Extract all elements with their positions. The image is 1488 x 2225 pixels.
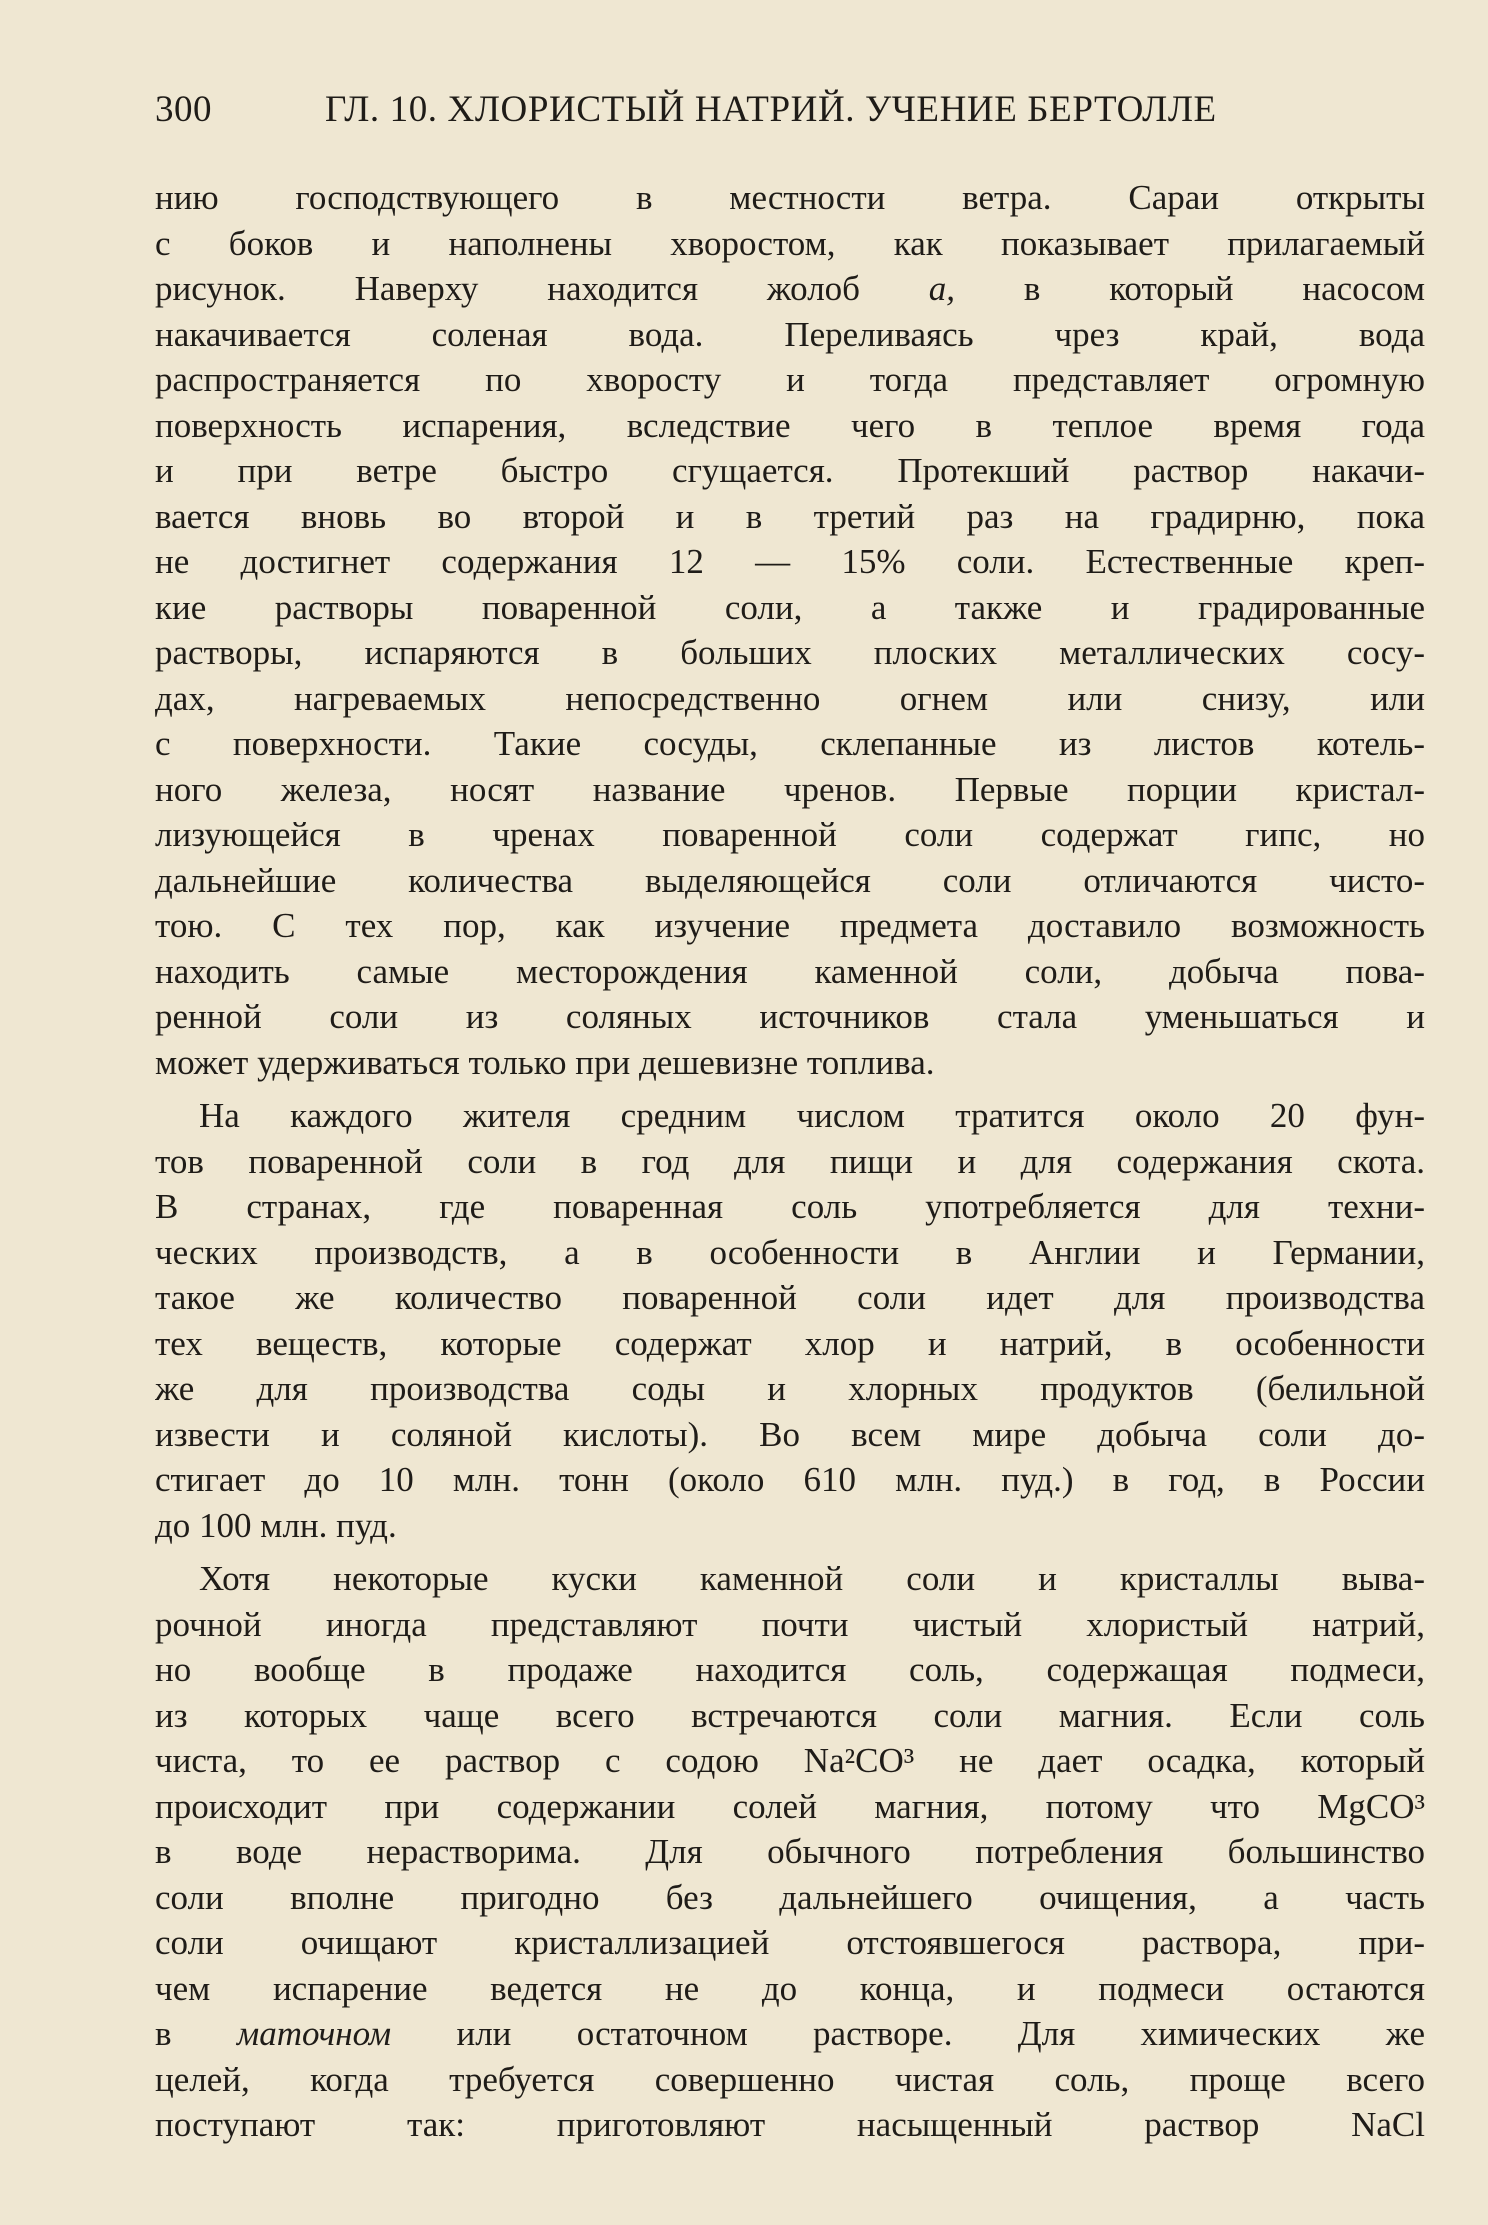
paragraph-3: [155, 1556, 1425, 2148]
text-line: из которых чаще всего встречаются соли магния. Если соль: [155, 1695, 1425, 1735]
text-line: в воде нерастворима. Для обычного потребления большинство: [155, 1832, 1425, 1871]
text-line: но вообще в продаже находится соль, содержащая подмеси,: [155, 1650, 1425, 1689]
text-line: соли очищают кристаллизацией отстоявшегося раствора, при-: [155, 1923, 1425, 1962]
text-line: извести и соляной кислоты). Во всем мире добыча соли до-: [155, 1414, 1425, 1454]
text-line: поверхность испарения, вследствие чего в теплое время года: [155, 405, 1425, 445]
text-line: вается вновь во второй и в третий раз на градирню, пока: [155, 496, 1425, 536]
text-line: Хотя некоторые куски каменной соли и кристаллы выва-: [199, 1559, 1425, 1598]
paragraph-1: [155, 175, 1425, 1085]
formula-soda: Na²CO³: [803, 1741, 915, 1780]
text-line: находить самые месторождения каменной соли, добыча пова-: [155, 951, 1425, 991]
text-line: растворы, испаряются в больших плоских металлических сосу-: [155, 633, 1425, 672]
paragraph-2: [155, 1093, 1425, 1548]
text-line: происходит при содержании солей магния, потому что MgCO³: [155, 1786, 1425, 1826]
text-line: поступают так: приготовляют насыщенный раствор NaCl: [155, 2105, 1425, 2144]
text-line: накачивается соленая вода. Переливаясь чрез край, вода: [155, 314, 1425, 354]
text-line: ного железа, носят название чренов. Первые порции кристал-: [155, 769, 1425, 809]
text-line: распространяется по хворосту и тогда представляет огромную: [155, 360, 1425, 399]
text-line: тов поваренной соли в год для пищи и для содержания скота.: [155, 1141, 1425, 1181]
formula-mgco3: MgCO³: [1317, 1786, 1425, 1826]
text-line: с боков и наполнены хворостом, как показывает прилагаемый: [155, 223, 1425, 263]
page-number: 300: [155, 89, 212, 130]
text-line: рисунок. Наверху находится жолоб a, в который насосом: [155, 269, 1425, 308]
percent-range: 12 — 15%: [668, 542, 906, 581]
text-line: до 100 млн. пуд.: [155, 1505, 397, 1545]
text-line: соли вполне пригодно без дальнейшего очищения, а часть: [155, 1877, 1425, 1917]
text-line: ренной соли из соляных источников стала уменьшаться и: [155, 997, 1425, 1036]
text-line: не достигнет содержания 12 — 15% соли. Естественные креп-: [155, 542, 1425, 581]
text-line: кие растворы поваренной соли, а также и градированные: [155, 587, 1425, 627]
text-line: ческих производств, а в особенности в Англии и Германии,: [155, 1232, 1425, 1272]
text-line: же для производства соды и хлорных продуктов (белильной: [155, 1369, 1425, 1408]
text-line: может удерживаться только при дешевизне топлива.: [155, 1042, 935, 1082]
text-line: тех веществ, которые содержат хлор и натрий, в особенности: [155, 1323, 1425, 1363]
text-line: тою. С тех пор, как изучение предмета доставило возможность: [155, 906, 1425, 945]
text-line: дах, нагреваемых непосредственно огнем или снизу, или: [155, 678, 1425, 718]
text-line: нию господствующего в местности ветра. Сараи открыты: [155, 178, 1425, 217]
text-line: лизующейся в чренах поваренной соли содержат гипс, но: [155, 815, 1425, 854]
body-text: [155, 175, 1425, 2148]
running-head: [155, 85, 1275, 135]
text-line: целей, когда требуется совершенно чистая соль, проще всего: [155, 2059, 1425, 2099]
text-line: чиста, то ее раствор с содою Na²CO³ не дает осадка, который: [155, 1741, 1425, 1780]
text-line: В странах, где поваренная соль употребляется для техни-: [155, 1187, 1425, 1226]
variable-a: a,: [928, 269, 956, 308]
text-line: дальнейшие количества выделяющейся соли отличаются чисто-: [155, 860, 1425, 900]
text-line: рочной иногда представляют почти чистый хлористый натрий,: [155, 1604, 1425, 1644]
text-line: с поверхности. Такие сосуды, склепанные из листов котель-: [155, 724, 1425, 763]
text-line: На каждого жителя средним числом тратится около 20 фун-: [199, 1096, 1425, 1135]
italic-term: маточном: [236, 2014, 392, 2053]
text-line: и при ветре быстро сгущается. Протекший раствор накачи-: [155, 451, 1425, 490]
text-line: такое же количество поваренной соли идет для производства: [155, 1278, 1425, 1317]
running-title: ГЛ. 10. ХЛОРИСТЫЙ НАТРИЙ. УЧЕНИЕ БЕРТОЛЛЕ: [325, 89, 1217, 130]
text-line: в маточном или остаточном растворе. Для химических же: [155, 2014, 1425, 2053]
text-line: стигает до 10 млн. тонн (около 610 млн. пуд.) в год, в России: [155, 1460, 1425, 1499]
text-line: чем испарение ведется не до конца, и подмеси остаются: [155, 1968, 1425, 2008]
